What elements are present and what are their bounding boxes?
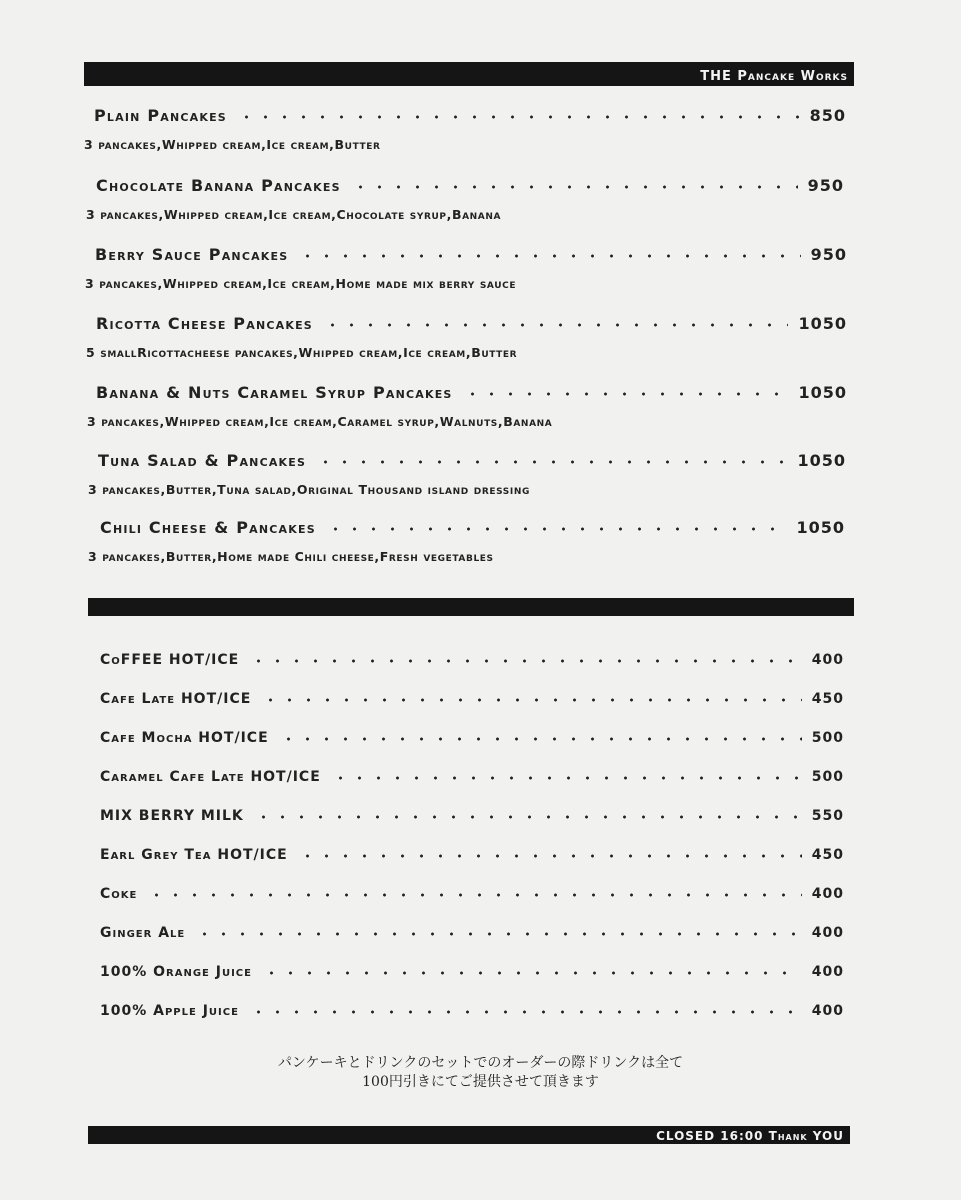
- drink-item: [100, 1003, 844, 1019]
- item-name: Tuna Salad & Pancakes: [98, 451, 307, 470]
- item-price: 400: [811, 886, 844, 902]
- item-name: Ricotta Cheese Pancakes: [96, 314, 313, 333]
- item-price: 500: [811, 730, 844, 746]
- note-line-2: 100円引きにてご提供させて頂きます: [362, 1074, 599, 1090]
- item-description: 3 pancakes,Whipped cream,Ice cream,Chocolate syrup,Banana: [86, 207, 502, 222]
- leader-dots: [195, 931, 802, 937]
- leader-dots: [249, 1009, 802, 1015]
- menu-item-chili-cheese: [88, 518, 845, 564]
- item-name: 100% Orange Juice: [100, 964, 252, 980]
- item-price: 850: [809, 106, 846, 125]
- menu-item-ricotta: [86, 314, 847, 360]
- section-divider: [88, 598, 854, 616]
- item-price: 500: [811, 769, 844, 785]
- item-price: 950: [807, 176, 844, 195]
- item-name: 100% Apple Juice: [100, 1003, 239, 1019]
- item-name: Chocolate Banana Pancakes: [96, 176, 341, 195]
- item-name: Cafe Mocha HOT/ICE: [100, 730, 269, 746]
- closing-text: CLOSED 16:00 Thank YOU: [656, 1129, 844, 1143]
- drink-item: [100, 769, 844, 785]
- leader-dots: [147, 892, 801, 898]
- drink-item: [100, 730, 844, 746]
- item-price: 450: [811, 691, 844, 707]
- set-discount-note: [0, 1054, 961, 1092]
- menu-title: THE Pancake Works: [700, 69, 848, 84]
- leader-dots: [237, 114, 800, 120]
- leader-dots: [254, 814, 802, 820]
- item-price: 400: [811, 1003, 844, 1019]
- menu-item-chocolate-banana: [86, 176, 844, 222]
- item-name: Coke: [100, 886, 138, 902]
- leader-dots: [298, 853, 802, 859]
- leader-dots: [261, 697, 801, 703]
- drink-item: [100, 808, 844, 824]
- item-price: 400: [811, 925, 844, 941]
- item-name: MIX BERRY MILK: [100, 808, 244, 824]
- leader-dots: [326, 526, 787, 532]
- item-price: 400: [811, 964, 844, 980]
- note-line-1: パンケーキとドリンクのセットでのオーダーの際ドリンクは全て: [277, 1055, 684, 1071]
- header-bar: [84, 62, 854, 86]
- item-name: Banana & Nuts Caramel Syrup Pancakes: [96, 383, 453, 402]
- item-description: 3 pancakes,Whipped cream,Ice cream,Butter: [84, 137, 381, 152]
- menu-item-plain-pancakes: [84, 106, 846, 152]
- item-price: 450: [811, 847, 844, 863]
- drink-item: [100, 691, 844, 707]
- leader-dots: [298, 253, 800, 259]
- item-name: Berry Sauce Pancakes: [95, 245, 289, 264]
- drink-item: [100, 847, 844, 863]
- item-price: 550: [811, 808, 844, 824]
- item-name: Cafe Late HOT/ICE: [100, 691, 252, 707]
- drink-item: [100, 925, 844, 941]
- drink-item: [100, 886, 844, 902]
- item-price: 1050: [798, 314, 847, 333]
- item-description: 3 pancakes,Whipped cream,Ice cream,Caramel syrup,Walnuts,Banana: [87, 414, 553, 429]
- leader-dots: [249, 658, 802, 664]
- menu-item-berry-sauce: [85, 245, 847, 291]
- item-name: Ginger Ale: [100, 925, 186, 941]
- menu-item-tuna-salad: [88, 451, 846, 497]
- drink-item: [100, 652, 844, 668]
- item-price: 1050: [797, 451, 846, 470]
- item-price: 1050: [796, 518, 845, 537]
- item-name: Chili Cheese & Pancakes: [100, 518, 316, 537]
- leader-dots: [331, 775, 802, 781]
- leader-dots: [323, 322, 789, 328]
- item-description: 3 pancakes,Butter,Home made Chili cheese,Fresh vegetables: [88, 549, 494, 564]
- item-price: 400: [811, 652, 844, 668]
- item-name: Caramel Cafe Late HOT/ICE: [100, 769, 321, 785]
- item-description: 5 smallRicottacheese pancakes,Whipped cream,Ice cream,Butter: [86, 345, 518, 360]
- leader-dots: [463, 391, 789, 397]
- footer-bar: [88, 1126, 850, 1144]
- item-description: 3 pancakes,Butter,Tuna salad,Original Thousand island dressing: [88, 482, 530, 497]
- leader-dots: [262, 970, 802, 976]
- drink-item: [100, 964, 844, 980]
- item-description: 3 pancakes,Whipped cream,Ice cream,Home made mix berry sauce: [85, 276, 517, 291]
- item-price: 1050: [798, 383, 847, 402]
- leader-dots: [351, 184, 798, 190]
- item-name: Earl Grey Tea HOT/ICE: [100, 847, 288, 863]
- leader-dots: [316, 459, 787, 465]
- item-name: Plain Pancakes: [94, 106, 227, 125]
- item-price: 950: [810, 245, 847, 264]
- leader-dots: [279, 736, 802, 742]
- item-name: CoFFEE HOT/ICE: [100, 652, 240, 668]
- menu-item-banana-nuts: [87, 383, 847, 429]
